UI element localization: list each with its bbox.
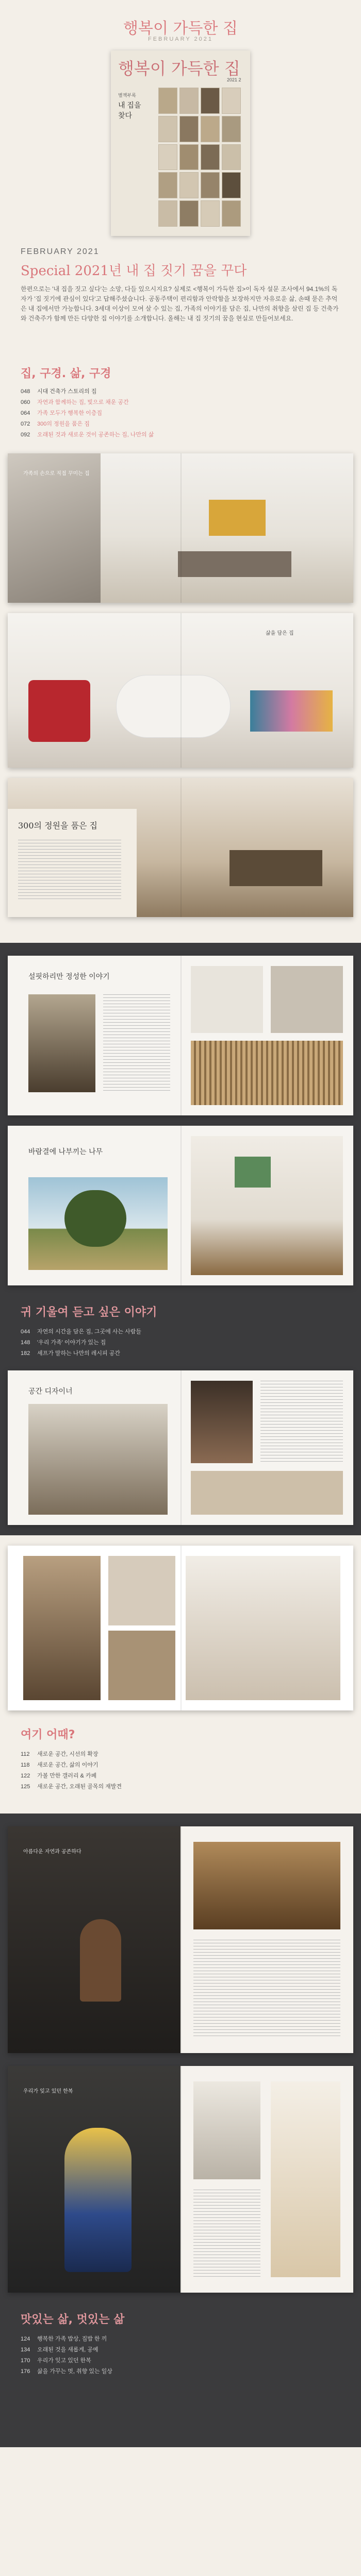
toc-item: 044 자연의 시간을 담은 집, 그곳에 사는 사람들 xyxy=(21,1329,142,1335)
magazine-spread xyxy=(8,453,353,603)
section-title: 귀 기울여 듣고 싶은 이야기 xyxy=(21,1306,157,1319)
toc-item: 134 오래된 것을 새롭게, 공예 xyxy=(21,2347,99,2353)
artwork-photo xyxy=(193,1842,340,1929)
portrait-photo xyxy=(193,2081,260,2179)
magazine-spread xyxy=(8,613,353,768)
hanbok-photo xyxy=(271,2081,340,2277)
masthead-subtitle: FEBRUARY 2021 xyxy=(147,36,214,42)
portrait-photo xyxy=(28,994,95,1092)
magazine-spread xyxy=(8,1546,353,1710)
spread-caption: 300의 정원을 품은 집 xyxy=(18,821,97,831)
masthead-title: 행복이 가득한 집 xyxy=(123,20,238,38)
wall-art xyxy=(235,1157,271,1188)
toc-item: 182 셰프가 말하는 나만의 레시피 공간 xyxy=(21,1350,120,1357)
magazine-spread xyxy=(8,1126,353,1285)
toc-item: 048 시대 건축가 스토리의 집 xyxy=(21,388,97,395)
cover-object-grid xyxy=(158,88,241,227)
spread-caption: 삶을 담은 집 xyxy=(266,631,294,636)
interior-photo xyxy=(108,1556,175,1625)
magazine-spread xyxy=(8,778,353,917)
spread-caption: 우리가 잊고 있던 한복 xyxy=(23,2089,73,2094)
toc-item: 064 가족 모두가 행복한 이층집 xyxy=(21,410,103,416)
cover-title: 행복이 가득한 집 xyxy=(118,59,240,78)
section-title: 집, 구경. 삶, 구경 xyxy=(21,367,111,380)
interior-photo xyxy=(28,1404,168,1515)
cover-label: 별책부록 xyxy=(118,93,136,98)
hanbok-figure xyxy=(64,2128,132,2272)
dining-table xyxy=(116,675,231,738)
interior-photo xyxy=(108,1631,175,1700)
tree xyxy=(64,1190,126,1247)
section-title: 맛있는 삶, 멋있는 삶 xyxy=(21,2313,125,2326)
toc-item: 148 '우리 가족' 이야기가 있는 집 xyxy=(21,1340,106,1346)
toc-list xyxy=(21,386,340,440)
interior-photo xyxy=(191,966,263,1033)
rug xyxy=(250,690,333,732)
toc-item: 124 행복한 가족 밥상, 집밥 한 끼 xyxy=(21,2336,107,2342)
red-chair xyxy=(28,680,90,742)
spread-caption: 설핏하리만 정성한 이야기 xyxy=(28,973,110,981)
furniture xyxy=(229,850,322,886)
spread-caption: 가족의 손으로 직접 꾸미는 집 xyxy=(23,471,90,477)
toc-item: 060 자연과 함께하는 집, 빛으로 채운 공간 xyxy=(21,399,129,405)
toc-item: 176 삶을 가꾸는 멋, 취향 있는 일상 xyxy=(21,2368,112,2375)
toc-item: 072 300의 정원을 품은 집 xyxy=(21,421,90,427)
masthead xyxy=(0,0,361,46)
shelf-photo xyxy=(23,1556,101,1700)
interior-photo xyxy=(271,966,343,1033)
section-title: 여기 어때? xyxy=(21,1728,75,1741)
toc-list xyxy=(21,2334,340,2377)
toc-item: 092 오래된 것과 새로운 것이 공존하는 집, 나만의 삶 xyxy=(21,432,154,438)
portrait-photo xyxy=(191,1381,253,1463)
sofa xyxy=(178,551,291,577)
magazine-spread xyxy=(8,2066,353,2293)
toc-item: 118 새로운 공간, 삶의 이야기 xyxy=(21,1762,99,1768)
toc-list xyxy=(21,1749,340,1792)
special-headline: Special 2021년 내 집 짓기 꿈을 꾸다 xyxy=(21,263,247,279)
artwork-photo xyxy=(191,1041,343,1105)
toc-item: 112 새로운 공간, 시선의 확장 xyxy=(21,1751,99,1757)
spread-caption: 공간 디자이너 xyxy=(28,1387,73,1396)
cover-label: 찾다 xyxy=(118,111,133,120)
magazine-spread xyxy=(8,1826,353,2053)
intro-paragraph: 한편으로는 '내 집을 짓고 싶다'는 소망, 다들 있으시지요? 실제로 <행복이 가득한 집>이 독자 설문 조사에서 94.1%의 독자가 '집 짓기에 관심이 있다'고 답해주셨습니다. 공동주택이 편리함과 안락함을 보장하지만 자유로운 삶, 손때 묻은 추억은 내 집에서만 가능합니다. 3세대 이상이 모여 살 수 있는 집, 가족의 이야기를 담은 집, 나만의 취향을 살린 집 등 건축가와 건축주가 함께 만든 다양한 집 이야기를 소개합니다. 올해는 내 집 짓기의 꿈을 현실로 만들어보세요. xyxy=(21,285,339,322)
cover-label: 내 집을 xyxy=(118,101,141,109)
toc-item: 122 가볼 만한 갤러리 & 카페 xyxy=(21,1773,97,1779)
wall-art xyxy=(209,500,266,536)
spread-caption: 바람결에 나부끼는 나무 xyxy=(28,1148,103,1156)
toc-list xyxy=(21,1327,340,1359)
toc-item: 170 우리가 잊고 있던 한복 xyxy=(21,2358,91,2364)
cover-issue: 2021 2 xyxy=(227,77,241,82)
magazine-spread xyxy=(8,1370,353,1525)
magazine-spread xyxy=(8,956,353,1115)
issue-date: FEBRUARY 2021 xyxy=(21,247,100,256)
toc-item: 125 새로운 공간, 오래된 골목의 재발견 xyxy=(21,1784,122,1790)
sculpture xyxy=(80,1919,121,2002)
spread-caption: 아름다운 자연과 공존하다 xyxy=(23,1849,81,1855)
food-photo xyxy=(191,1471,343,1515)
kitchen-photo xyxy=(186,1556,340,1700)
magazine-cover xyxy=(111,50,250,236)
